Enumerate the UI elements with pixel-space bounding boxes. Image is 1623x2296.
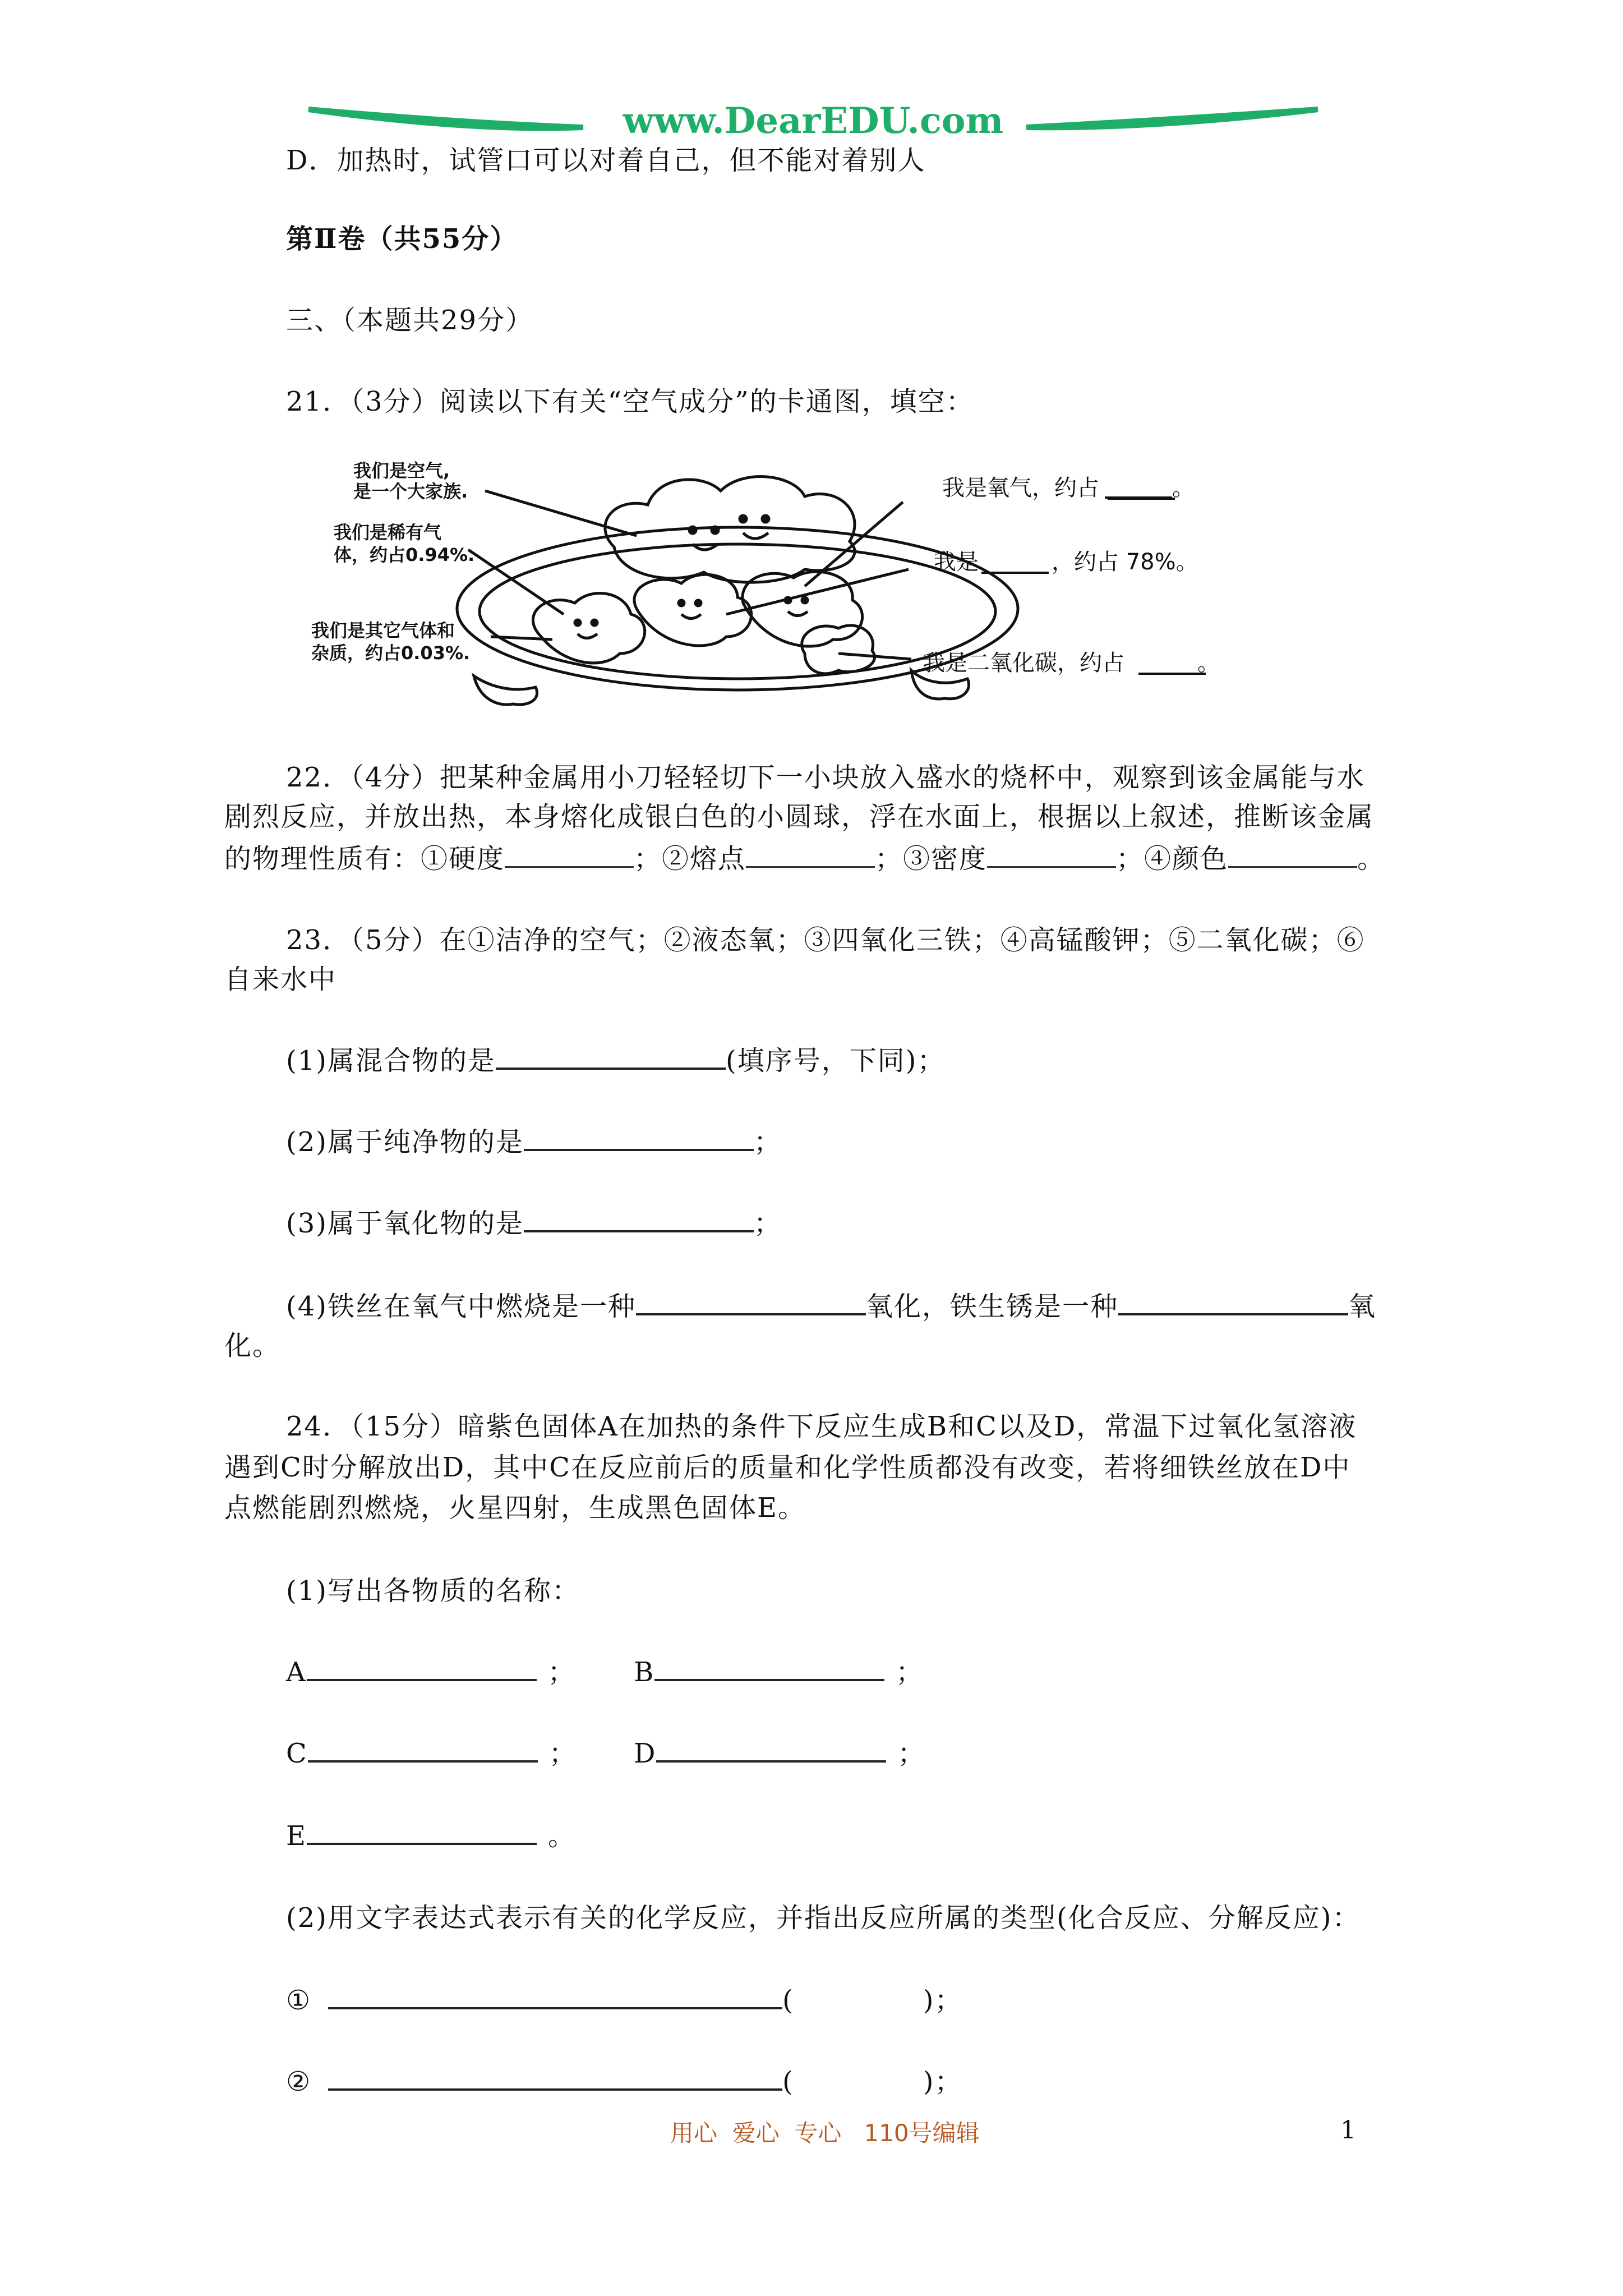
question-23-part4-end: 化。 xyxy=(224,1330,281,1361)
blank-substance-a[interactable] xyxy=(307,1657,537,1681)
blank-reaction-1[interactable] xyxy=(328,1985,782,2009)
answer-row-b: B ； xyxy=(634,1657,924,1688)
logo-swoosh-right xyxy=(1026,109,1318,127)
reaction-row-2: ② ( )； xyxy=(286,2066,963,2097)
question-22-line1: 22．（4分）把某种金属用小刀轻轻切下一小块放入盛水的烧杯中，观察到该金属能与水 xyxy=(286,762,1365,793)
caption-other-1: 我们是其它气体和 xyxy=(311,620,455,641)
question-22-line3: 的物理性质有：①硬度 ；②熔点 ；③密度 ；④颜色 。 xyxy=(224,843,1386,875)
blank-pure-substances[interactable] xyxy=(524,1126,754,1151)
caption-oxygen: 我是氧气，约占 。 xyxy=(942,475,1195,501)
question-24-part1: (1)写出各物质的名称： xyxy=(286,1575,580,1607)
blank-melting-point[interactable] xyxy=(746,844,875,868)
question-22-line2: 剧烈反应，并放出热，本身熔化成银白色的小圆球，浮在水面上，根据以上叙述，推断该金属 xyxy=(224,801,1375,832)
hand-left xyxy=(474,676,537,705)
blank-mixtures[interactable] xyxy=(496,1045,726,1070)
caption-air-1: 我们是空气, xyxy=(353,460,450,481)
question-24-line3: 点燃能剧烈燃烧，火星四射，生成黑色固体E。 xyxy=(224,1492,806,1524)
blank-substance-d[interactable] xyxy=(656,1738,886,1763)
question-21: 21．（3分）阅读以下有关“空气成分”的卡通图，填空： xyxy=(286,386,974,417)
question-24-line2: 遇到C时分解放出D，其中C在反应前后的质量和化学性质都没有改变，若将细铁丝放在D中 xyxy=(224,1452,1351,1483)
question-23-part2: (2)属于纯净物的是 ； xyxy=(286,1126,782,1158)
caption-co2: 我是二氧化碳，约占 。 xyxy=(923,650,1220,676)
blank-oxidation-type-1[interactable] xyxy=(636,1291,866,1315)
question-23-line1: 23．（5分）在①洁净的空气；②液态氧；③四氧化三铁；④高锰酸钾；⑤二氧化碳；⑥ xyxy=(286,924,1365,956)
caption-rare-gas-2: 体，约占0.94%. xyxy=(334,544,475,565)
question-23-line2: 自来水中 xyxy=(224,964,337,995)
answer-row-d: D ； xyxy=(634,1738,926,1769)
question-23-part3: (3)属于氧化物的是 ； xyxy=(286,1208,782,1239)
blank-oxides[interactable] xyxy=(524,1208,754,1232)
cloud-nitrogen xyxy=(634,574,751,646)
question-24-line1: 24．（15分）暗紫色固体A在加热的条件下反应生成B和C以及D，常温下过氧化氢溶液 xyxy=(286,1411,1357,1442)
cloud-co2 xyxy=(802,625,875,674)
option-d: D．加热时，试管口可以对着自己，但不能对着别人 xyxy=(286,145,926,176)
answer-row-a: A ； xyxy=(286,1657,576,1688)
blank-hardness[interactable] xyxy=(505,844,634,868)
caption-nitrogen: 我是 ，约占 78%。 xyxy=(934,549,1198,575)
footer-editor-note: 用心 爱心 专心 110号编辑 xyxy=(670,2119,980,2147)
logo-text: www.DearEDU.com xyxy=(623,100,1004,142)
blank-density[interactable] xyxy=(987,844,1116,868)
answer-row-c: C ； xyxy=(286,1738,577,1769)
blank-oxidation-type-2[interactable] xyxy=(1118,1291,1348,1315)
caption-air-2: 是一个大家族. xyxy=(353,481,468,502)
caption-rare-gas-1: 我们是稀有气 xyxy=(334,522,442,543)
logo-swoosh-left xyxy=(308,109,583,128)
question-24-part2: (2)用文字表达式表示有关的化学反应，并指出反应所属的类型(化合反应、分解反应)： xyxy=(286,1902,1361,1934)
air-composition-cartoon xyxy=(300,452,1248,715)
question-23-part4: (4)铁丝在氧气中燃烧是一种 氧化，铁生锈是一种 氧 xyxy=(286,1291,1377,1322)
header-logo xyxy=(303,98,1324,149)
section-3-heading: 三、（本题共29分） xyxy=(286,305,534,336)
page-number: 1 xyxy=(1340,2116,1356,2145)
blank-substance-e[interactable] xyxy=(307,1820,537,1845)
blank-reaction-2[interactable] xyxy=(328,2066,782,2091)
blank-color[interactable] xyxy=(1228,844,1357,868)
blank-substance-b[interactable] xyxy=(654,1657,884,1681)
question-23-part1: (1)属混合物的是 (填序号，下同)； xyxy=(286,1045,946,1076)
answer-row-e: E 。 xyxy=(286,1820,577,1852)
part2-title: 第Ⅱ卷（共55分） xyxy=(286,223,518,255)
blank-substance-c[interactable] xyxy=(308,1738,538,1763)
reaction-row-1: ① ( )； xyxy=(286,1985,963,2016)
caption-other-2: 杂质，约占0.03%. xyxy=(311,642,471,664)
